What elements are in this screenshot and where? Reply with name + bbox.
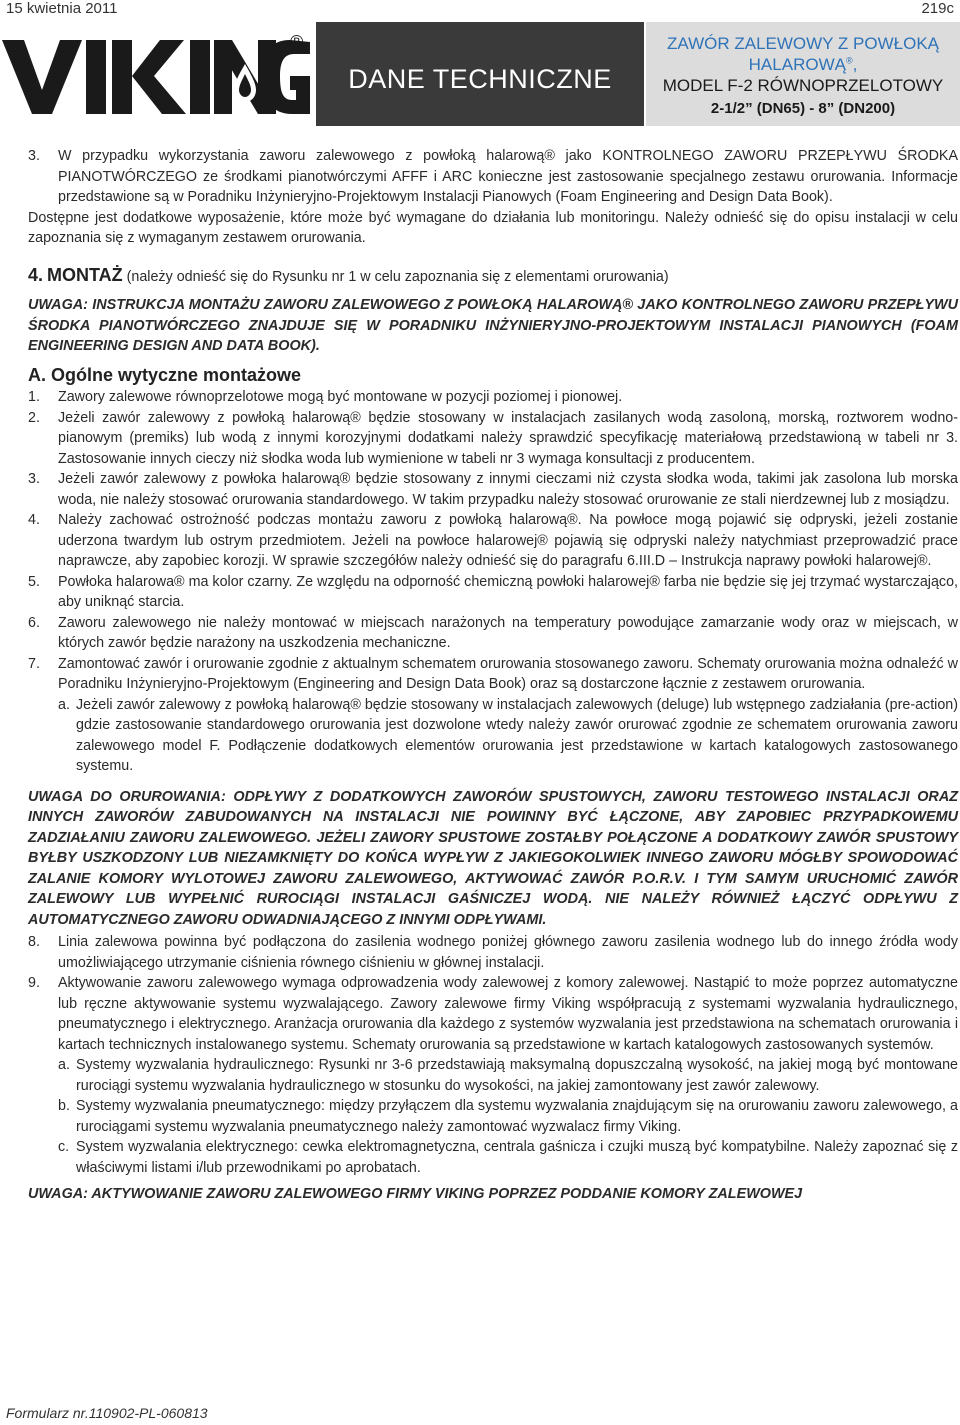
title-line-2: HALAROWĄ®,: [748, 55, 858, 74]
section-title: MONTAŻ: [47, 264, 123, 285]
list-item: [28, 408, 958, 470]
warning-note: UWAGA: INSTRUKCJA MONTAŻU ZAWORU ZALEWOWEGO Z POWŁOKĄ HALAROWĄ® JAKO KONTROLNEGO ZAWORU PRZEPŁYWU ŚRODKA PIANOTWÓRCZEGO ZNAJDUJE SIĘ W PORADNIKU INŻYNIERYJNO-PROJEKTOWYM INSTALACJI PIANOWYCH (FOAM ENGINEERING DESIGN AND DATA BOOK).: [28, 297, 958, 354]
piping-warning: UWAGA DO ORUROWANIA: ODPŁYWY Z DODATKOWYCH ZAWORÓW SPUSTOWYCH, ZAWORU TESTOWEGO INSTALACJI ORAZ INNYCH ZAWORÓW ZABUDOWANYCH NA INSTALACJI NIE POWINNY BYĆ ŁĄCZONE, ABY ZAPOBIEC PRZYPADKOWEMU ZADZIAŁANIU ZAWORU ZALEWOWEGO. JEŻELI ZAWORY SPUSTOWE ZOSTAŁBY POŁĄCZONE A DODATKOWY ZAWÓR SPUSTOWY BYŁBY USZKODZONY LUB NIEZAMKNIĘTY DO KOŃCA WYPŁYW Z JAKIEGOKOLWIEK INNEGO ZAWORU MÓGŁBY SPOWODOWAĆ ZALANIE KOMORY WYLOTOWEJ ZAWORU ZALEWOWEGO, AKTYWOWAĆ ZAWÓR P.O.R.V. I TYM SAMYM URUCHOMIĆ ZAWÓR ZALEWOWY LUB WYPEŁNIĆ RUROCIĄGI INSTALACJI GAŚNICZEJ WODĄ. NIE NALEŻY RÓWNIEŻ ŁĄCZYĆ ODPŁYWU Z AUTOMATYCZNEGO ZAWORU ODWADNIAJĄCEGO Z INNYMI ODPŁYWAMI.: [28, 788, 958, 928]
item-letter: b.: [58, 1098, 70, 1114]
item-letter: c.: [58, 1139, 70, 1155]
item-text: System wyzwalania elektrycznego: cewka elektromagnetyczna, centrala gaśnicza i czujki muszą być kompatybilne. Należy zapoznać się z właściwymi listami i/lub przewodnikami po aprobatach.: [76, 1139, 958, 1176]
item-text: Powłoka halarowa® ma kolor czarny. Ze względu na odporność chemiczną powłoki halarowej® farba nie będzie się jej trzymać wystarczająco, aby uniknąć starcia.: [58, 573, 958, 610]
item-text: Należy zachować ostrożność podczas montażu zaworu z powłoką halarową®. Na powłoce mogą pojawić się odpryski, jeżeli zostanie uderzona twardym lub ostrym przedmiotem. Jeżeli na powłoce halarowej® pojawią się odpryski należy natychmiast przeprowadzić prace naprawcze, aby zapobiec korozji. W sprawie szczegółów należy odnieść się do paragrafu 6.III.D – Instrukcja naprawy powłoki halarowej®.: [58, 512, 958, 569]
sub-list-item: [58, 1137, 958, 1178]
list-item: [28, 387, 958, 408]
item-number: 3.: [28, 148, 40, 164]
item-letter: a.: [58, 696, 70, 713]
release-list: [28, 932, 958, 1178]
item-number: 2.: [28, 409, 40, 426]
sub-list-item: [58, 1055, 958, 1096]
paragraph: Dostępne jest dodatkowe wyposażenie, które może być wymagane do działania lub monitoringu. Należy odnieść się do opisu instalacji w celu zapoznania się z wymaganym zestawem orurowania.: [28, 209, 958, 246]
section-subtitle: (należy odnieść się do Rysunku nr 1 w celu zapoznania się z elementami orurowania): [126, 268, 669, 285]
guidelines-list: [28, 387, 958, 777]
item-text: Jeżeli zawór zalewowy z powłoką halarową® będzie stosowany w instalacjach zasilanych wodą zasoloną, morską, roztworem wodno-pianowym (premiks) lub wodą z innymi korozyjnymi dodatkami należy sprawdzić specyfikację materiałową przedstawioną w tabeli nr 3. Zastosowanie innych cieczy niż słodka woda lub wymienione w tabeli nr 3 wymaga konsultacji z producentem.: [58, 409, 958, 467]
item-number: 9.: [28, 975, 40, 991]
title-line-3: MODEL F-2 RÓWNOPRZELOTOWY: [662, 76, 944, 95]
document-header: [0, 22, 960, 126]
list-item: [28, 613, 958, 654]
list-item: [28, 973, 958, 1055]
item-number: 5.: [28, 573, 40, 590]
viking-logo: [0, 34, 312, 116]
sub-list-item: [58, 695, 958, 777]
item-number: 8.: [28, 934, 40, 950]
item-text: Systemy wyzwalania pneumatycznego: między przyłączem dla systemu wyzwalania znajdującym się na orurowaniu zaworu zalewowego, a rurociągami systemu wyzwalania pneumatycznego należy zamontować wyzwalacz firmy Viking.: [76, 1098, 958, 1135]
item-number: 7.: [28, 655, 40, 672]
list-item: [28, 146, 958, 208]
item-number: 3.: [28, 471, 40, 487]
subsection-heading: A. Ogólne wytyczne montażowe: [28, 364, 302, 385]
registered-mark: ®: [290, 32, 304, 52]
item-text: Linia zalewowa powinna być podłączona do zasilenia wodnego poniżej głównego zaworu zasilenia wodnego lub do innego źródła wody umożliwiającego utrzymanie ciśnienia równego ciśnieniu w głównej instalacji.: [58, 934, 958, 971]
item-number: 4.: [28, 512, 40, 528]
page-content: [28, 146, 958, 1205]
item-text: Zawory zalewowe równoprzelotowe mogą być montowane w pozycji poziomej i pionowej.: [58, 389, 623, 405]
page-number: 219c: [921, 0, 954, 17]
section-label-band: [316, 22, 644, 126]
item-number: 1.: [28, 389, 40, 405]
item-text: Jeżeli zawór zalewowy z powłoka halarową® będzie stosowany z innymi cieczami niż czysta słodka woda, takimi jak zasolona lub morska woda, nie należy stosować orurowania standardowego. W takim przypadku należy stosować orurowanie ze stali nierdzewnej lub z mosiądzu.: [58, 471, 958, 508]
item-text: Systemy wyzwalania hydraulicznego: Rysunki nr 3-6 przedstawiają maksymalną dopuszczalną wysokość, na jakiej mogą być montowane rurociągi systemu wyzwalania hydraulicznego w stosunku do wysokości, na jakiej zamontowany jest zawór zalewowy.: [76, 1057, 958, 1094]
title-line-1: ZAWÓR ZALEWOWY Z POWŁOKĄ: [666, 34, 940, 53]
size-range: 2-1/2” (DN65) - 8” (DN200): [710, 100, 896, 117]
viking-logo-mark: [0, 34, 312, 116]
sub-list-item: [58, 1096, 958, 1137]
list-item: [28, 572, 958, 613]
list-item: [28, 510, 958, 572]
issue-date: 15 kwietnia 2011: [6, 0, 118, 17]
page-top-line: [0, 0, 960, 18]
item-letter: a.: [58, 1057, 70, 1073]
item-text: Zaworu zalewowego nie należy montować w miejscach narażonych na temperatury powodujące zamarzanie wody oraz w miejscach, w których zawór będzie narażony na uszkodzenia mechaniczne.: [58, 614, 958, 651]
list-item: [28, 654, 958, 695]
form-number: Formularz nr.110902-PL-060813: [6, 1405, 208, 1421]
item-text: Jeżeli zawór zalewowy z powłoką halarową® będzie stosowany w instalacjach zalewowych (deluge) lub wstępnego zadziałania (pre-action) gdzie zastosowanie standardowego orurowania jest dozwolone wtedy należy zawór orurować zgodnie ze schematem orurowania zaworu zalewowego model F. Podłączenie dodatkowych elementów orurowania jest przedstawione w kartach katalogowych zastosowanego systemu.: [76, 696, 958, 774]
section-number: 4.: [28, 264, 44, 285]
product-title-box: [646, 22, 960, 126]
item-number: 6.: [28, 614, 40, 631]
list-item: [28, 469, 958, 510]
item-text: Zamontować zawór i orurowanie zgodnie z aktualnym schematem orurowania stosowanego zaworu. Schematy orurowania można odnaleźć w Poradniku Inżynieryjno-Projektowym (Engineering and Design Data Book) oraz są dostarczone łącznie z zestawem orurowania.: [58, 655, 958, 692]
item-text: W przypadku wykorzystania zaworu zalewowego z powłoką halarową® jako KONTROLNEGO ZAWORU PRZEPŁYWU ŚRODKA PIANOTWÓRCZEGO ze środkami pianotwórczymi AFFF i ARC konieczne jest zastosowanie specjalnego zestawu orurowania. Informacje przedstawione są w Poradniku Inżynieryjno-Projektowym Instalacji Pianowych (Foam Engineering and Design Data Book).: [58, 148, 958, 205]
list-item: [28, 932, 958, 973]
activation-warning: UWAGA: AKTYWOWANIE ZAWORU ZALEWOWEGO FIRMY VIKING POPRZEZ PODDANIE KOMORY ZALEWOWEJ: [28, 1186, 803, 1202]
item-text: Aktywowanie zaworu zalewowego wymaga odprowadzenia wody zalewowej z komory zalewowej. Nastąpić to może poprzez automatyczne lub ręczne aktywowanie systemu wyzwalającego. Zawory zalewowe firmy Viking współpracują z systemami wyzwalania hydraulicznego, pneumatycznego i elektrycznego. Aranżacja orurowania dla każdego z systemów wyzwalania jest przedstawiona na schematach orurowania i kartach technicznych instalowanego systemu. Schematy orurowania są przedstawione w kartach katalogowych zastosowanych systemów.: [58, 975, 958, 1053]
section-heading: [28, 265, 958, 288]
section-label: DANE TECHNICZNE: [348, 63, 612, 94]
